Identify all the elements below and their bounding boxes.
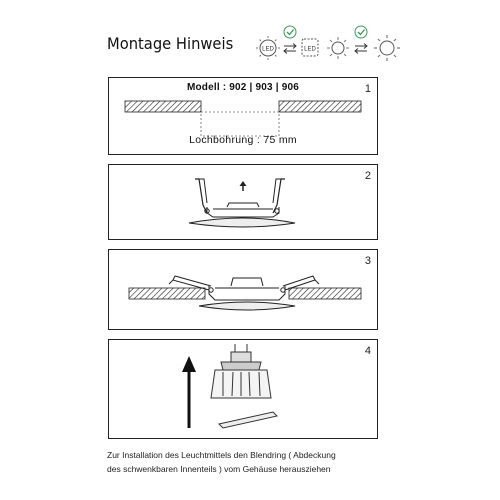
installed-fixture-illustration	[109, 250, 377, 329]
arrow-up-icon	[240, 181, 247, 191]
bulb-swap-icons	[254, 20, 404, 70]
bulb-insert-illustration	[109, 340, 377, 438]
check-icon	[284, 26, 296, 38]
instruction-line: Zur Installation des Leuchtmittels den Blendring ( Abdeckung	[107, 450, 336, 460]
page-title: Montage Hinweis	[107, 34, 234, 53]
step-panel-4	[108, 339, 378, 439]
retaining-ring	[219, 412, 277, 428]
step-number: 4	[364, 345, 371, 357]
svg-text:LED: LED	[304, 46, 316, 53]
arrow-up-icon	[182, 356, 196, 428]
install-instructions	[107, 448, 407, 476]
led-bulb-icon	[211, 344, 271, 398]
sun-icon	[374, 35, 400, 61]
step-panel-3	[108, 249, 378, 330]
swap-arrows-icon	[355, 44, 367, 54]
led-bulb-icon	[302, 39, 318, 56]
step-number: 3	[364, 255, 371, 267]
sun-icon	[327, 37, 349, 59]
instruction-line: des schwenkbaren Innenteils ) vom Gehäuse herausziehen	[107, 464, 331, 474]
model-label: Modell : 902 | 903 | 906	[186, 82, 300, 93]
step-number: 2	[364, 170, 371, 182]
check-icon	[355, 26, 367, 38]
step-number: 1	[364, 83, 371, 95]
hole-size-label: Lochbohrung : 75 mm	[189, 134, 297, 146]
spring-clips-illustration	[109, 165, 377, 239]
swap-arrows-icon	[284, 44, 296, 54]
led-bulb-icon	[256, 36, 280, 60]
svg-text:LED: LED	[262, 46, 274, 53]
step-panel-2	[108, 164, 378, 240]
step-panel-1	[108, 77, 378, 155]
